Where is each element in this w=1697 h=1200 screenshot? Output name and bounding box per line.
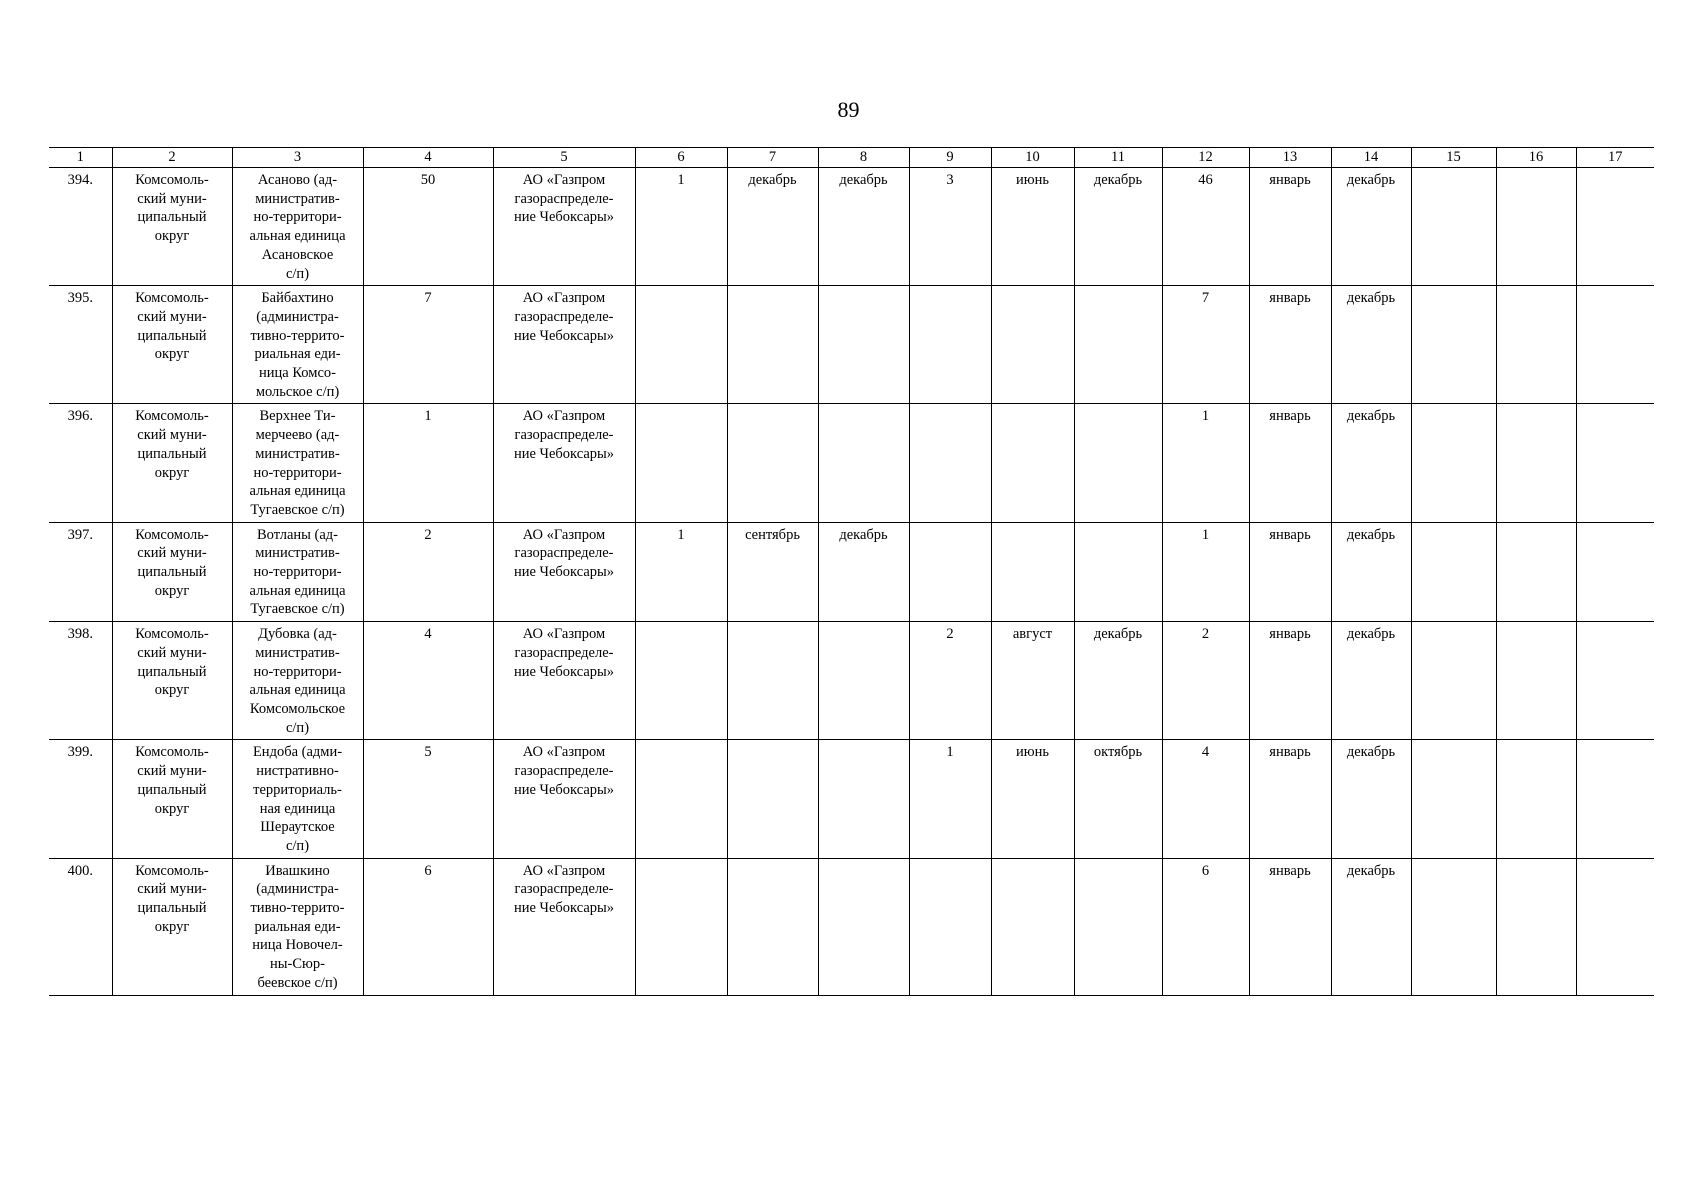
- stage1-end-cell: [818, 858, 909, 995]
- stage3-count-cell: 1: [1162, 522, 1249, 622]
- column-header: 8: [818, 148, 909, 168]
- column-15-cell: [1411, 858, 1496, 995]
- column-16-cell: [1496, 168, 1576, 286]
- column-header: 14: [1331, 148, 1411, 168]
- municipality-cell: Комсомоль- ский муни- ципальный округ: [112, 522, 232, 622]
- stage3-count-cell: 6: [1162, 858, 1249, 995]
- stage3-start-cell: январь: [1249, 404, 1331, 522]
- column-header: 1: [49, 148, 112, 168]
- stage1-count-cell: [635, 622, 727, 740]
- column-header: 10: [991, 148, 1074, 168]
- stage3-start-cell: январь: [1249, 622, 1331, 740]
- column-header: 13: [1249, 148, 1331, 168]
- stage2-start-cell: [991, 522, 1074, 622]
- stage2-end-cell: декабрь: [1074, 168, 1162, 286]
- stage1-count-cell: [635, 740, 727, 858]
- stage2-count-cell: 3: [909, 168, 991, 286]
- stage2-count-cell: 2: [909, 622, 991, 740]
- stage2-count-cell: [909, 858, 991, 995]
- total-count-cell: 7: [363, 286, 493, 404]
- municipality-cell: Комсомоль- ский муни- ципальный округ: [112, 858, 232, 995]
- organization-cell: АО «Газпром газораспределе- ние Чебоксары»: [493, 622, 635, 740]
- column-16-cell: [1496, 858, 1576, 995]
- settlement-cell: Ендоба (адми- нистративно- территориаль- ная единица Шераутское с/п): [232, 740, 363, 858]
- organization-cell: АО «Газпром газораспределе- ние Чебоксары»: [493, 522, 635, 622]
- total-count-cell: 1: [363, 404, 493, 522]
- stage3-count-cell: 2: [1162, 622, 1249, 740]
- stage3-start-cell: январь: [1249, 858, 1331, 995]
- stage3-start-cell: январь: [1249, 168, 1331, 286]
- settlement-cell: Дубовка (ад- министратив- но-территори- альная единица Комсомольское с/п): [232, 622, 363, 740]
- stage1-end-cell: [818, 740, 909, 858]
- stage2-end-cell: [1074, 286, 1162, 404]
- column-17-cell: [1576, 622, 1654, 740]
- stage1-start-cell: [727, 404, 818, 522]
- organization-cell: АО «Газпром газораспределе- ние Чебоксары»: [493, 858, 635, 995]
- column-17-cell: [1576, 858, 1654, 995]
- column-16-cell: [1496, 522, 1576, 622]
- total-count-cell: 50: [363, 168, 493, 286]
- stage2-start-cell: [991, 858, 1074, 995]
- stage3-end-cell: декабрь: [1331, 622, 1411, 740]
- column-header: 4: [363, 148, 493, 168]
- row-number-cell: 398.: [49, 622, 112, 740]
- table-row: [49, 286, 1654, 404]
- table-row: [49, 858, 1654, 995]
- column-15-cell: [1411, 168, 1496, 286]
- header-row: [49, 148, 1654, 168]
- municipality-cell: Комсомоль- ский муни- ципальный округ: [112, 286, 232, 404]
- stage3-end-cell: декабрь: [1331, 168, 1411, 286]
- organization-cell: АО «Газпром газораспределе- ние Чебоксары»: [493, 404, 635, 522]
- row-number-cell: 399.: [49, 740, 112, 858]
- column-header: 2: [112, 148, 232, 168]
- stage1-end-cell: декабрь: [818, 168, 909, 286]
- column-17-cell: [1576, 168, 1654, 286]
- row-number-cell: 397.: [49, 522, 112, 622]
- stage2-start-cell: [991, 404, 1074, 522]
- column-header: 17: [1576, 148, 1654, 168]
- column-16-cell: [1496, 404, 1576, 522]
- column-15-cell: [1411, 404, 1496, 522]
- column-17-cell: [1576, 740, 1654, 858]
- stage2-start-cell: июнь: [991, 168, 1074, 286]
- municipality-cell: Комсомоль- ский муни- ципальный округ: [112, 740, 232, 858]
- table-body: [49, 168, 1654, 996]
- stage2-end-cell: [1074, 404, 1162, 522]
- table-row: [49, 168, 1654, 286]
- organization-cell: АО «Газпром газораспределе- ние Чебоксары»: [493, 740, 635, 858]
- table-row: [49, 740, 1654, 858]
- stage1-count-cell: [635, 286, 727, 404]
- column-15-cell: [1411, 522, 1496, 622]
- stage1-start-cell: [727, 740, 818, 858]
- settlement-cell: Байбахтино (администра- тивно-террито- риальная еди- ница Комсо- мольское с/п): [232, 286, 363, 404]
- stage2-count-cell: [909, 522, 991, 622]
- stage1-count-cell: 1: [635, 168, 727, 286]
- stage1-end-cell: [818, 404, 909, 522]
- stage2-count-cell: [909, 286, 991, 404]
- stage2-count-cell: 1: [909, 740, 991, 858]
- settlement-cell: Ивашкино (администра- тивно-террито- риальная еди- ница Новочел- ны-Сюр- беевское с/п): [232, 858, 363, 995]
- column-header: 9: [909, 148, 991, 168]
- stage2-end-cell: декабрь: [1074, 622, 1162, 740]
- column-number-header: [49, 148, 1654, 168]
- gasification-schedule-table: [49, 147, 1654, 996]
- settlement-cell: Верхнее Ти- мерчеево (ад- министратив- но-территори- альная единица Тугаевское с/п): [232, 404, 363, 522]
- column-header: 7: [727, 148, 818, 168]
- stage1-end-cell: [818, 622, 909, 740]
- column-15-cell: [1411, 740, 1496, 858]
- column-15-cell: [1411, 286, 1496, 404]
- total-count-cell: 6: [363, 858, 493, 995]
- stage3-end-cell: декабрь: [1331, 404, 1411, 522]
- stage2-count-cell: [909, 404, 991, 522]
- column-16-cell: [1496, 740, 1576, 858]
- stage1-start-cell: декабрь: [727, 168, 818, 286]
- stage3-end-cell: декабрь: [1331, 740, 1411, 858]
- table-row: [49, 622, 1654, 740]
- stage3-count-cell: 1: [1162, 404, 1249, 522]
- stage1-start-cell: [727, 622, 818, 740]
- column-header: 11: [1074, 148, 1162, 168]
- column-header: 15: [1411, 148, 1496, 168]
- column-17-cell: [1576, 404, 1654, 522]
- stage3-start-cell: январь: [1249, 740, 1331, 858]
- stage2-end-cell: [1074, 858, 1162, 995]
- total-count-cell: 4: [363, 622, 493, 740]
- stage1-start-cell: [727, 286, 818, 404]
- column-header: 12: [1162, 148, 1249, 168]
- stage1-start-cell: сентябрь: [727, 522, 818, 622]
- stage3-end-cell: декабрь: [1331, 522, 1411, 622]
- stage3-count-cell: 7: [1162, 286, 1249, 404]
- stage1-count-cell: 1: [635, 522, 727, 622]
- municipality-cell: Комсомоль- ский муни- ципальный округ: [112, 404, 232, 522]
- municipality-cell: Комсомоль- ский муни- ципальный округ: [112, 168, 232, 286]
- column-header: 5: [493, 148, 635, 168]
- stage2-start-cell: июнь: [991, 740, 1074, 858]
- organization-cell: АО «Газпром газораспределе- ние Чебоксары»: [493, 286, 635, 404]
- stage1-end-cell: [818, 286, 909, 404]
- total-count-cell: 5: [363, 740, 493, 858]
- stage3-count-cell: 46: [1162, 168, 1249, 286]
- page-number: 89: [837, 97, 860, 122]
- stage3-start-cell: январь: [1249, 286, 1331, 404]
- column-16-cell: [1496, 622, 1576, 740]
- table-row: [49, 404, 1654, 522]
- stage2-start-cell: [991, 286, 1074, 404]
- stage3-count-cell: 4: [1162, 740, 1249, 858]
- row-number-cell: 396.: [49, 404, 112, 522]
- column-header: 6: [635, 148, 727, 168]
- organization-cell: АО «Газпром газораспределе- ние Чебоксары»: [493, 168, 635, 286]
- stage3-end-cell: декабрь: [1331, 858, 1411, 995]
- stage2-start-cell: август: [991, 622, 1074, 740]
- stage2-end-cell: [1074, 522, 1162, 622]
- table-row: [49, 522, 1654, 622]
- column-17-cell: [1576, 522, 1654, 622]
- row-number-cell: 395.: [49, 286, 112, 404]
- stage1-count-cell: [635, 858, 727, 995]
- column-16-cell: [1496, 286, 1576, 404]
- settlement-cell: Асаново (ад- министратив- но-территори- альная единица Асановское с/п): [232, 168, 363, 286]
- total-count-cell: 2: [363, 522, 493, 622]
- municipality-cell: Комсомоль- ский муни- ципальный округ: [112, 622, 232, 740]
- column-header: 16: [1496, 148, 1576, 168]
- column-header: 3: [232, 148, 363, 168]
- column-15-cell: [1411, 622, 1496, 740]
- stage3-start-cell: январь: [1249, 522, 1331, 622]
- stage1-end-cell: декабрь: [818, 522, 909, 622]
- stage3-end-cell: декабрь: [1331, 286, 1411, 404]
- stage1-count-cell: [635, 404, 727, 522]
- settlement-cell: Вотланы (ад- министратив- но-территори- альная единица Тугаевское с/п): [232, 522, 363, 622]
- row-number-cell: 400.: [49, 858, 112, 995]
- row-number-cell: 394.: [49, 168, 112, 286]
- stage2-end-cell: октябрь: [1074, 740, 1162, 858]
- stage1-start-cell: [727, 858, 818, 995]
- column-17-cell: [1576, 286, 1654, 404]
